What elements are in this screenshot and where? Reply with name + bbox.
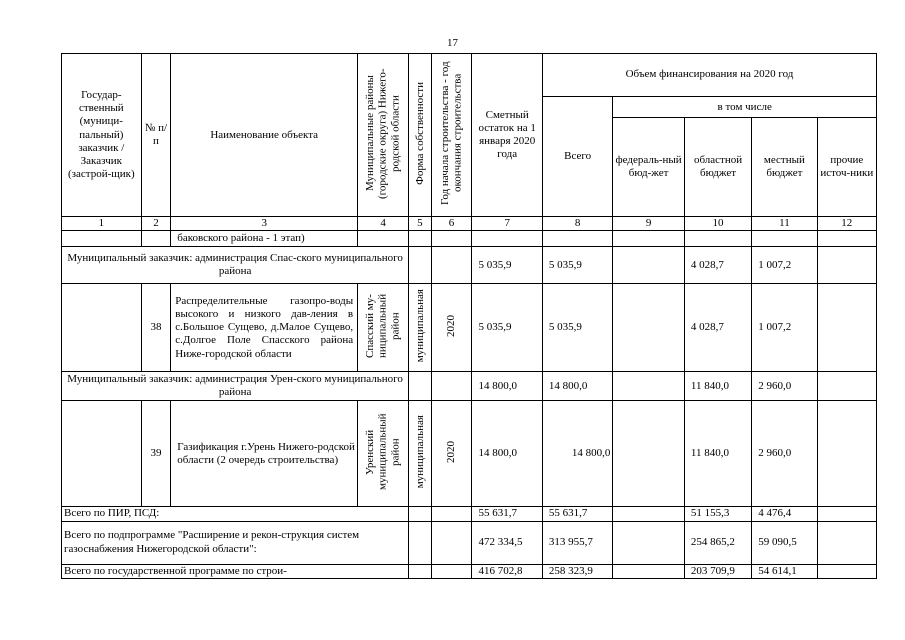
col-districts-header: Муниципальные районы (городские округа) Нижего-родской области — [358, 54, 409, 217]
continuation-text: баковского района - 1 этап) — [171, 231, 358, 247]
col-number: 12 — [817, 217, 876, 231]
local-cell: 2 960,0 — [752, 401, 817, 507]
col-funding-header: Объем финансирования на 2020 год — [542, 54, 876, 97]
page-number: 17 — [447, 37, 458, 49]
total-row-subprogram — [62, 521, 877, 564]
group-title: Муниципальный заказчик: администрация Спас-ского муниципального района — [62, 247, 409, 284]
federal-cell — [613, 564, 684, 578]
item-years: 2020 — [431, 401, 472, 507]
col-customer-header: Государ-ственный (муници-пальный) заказчик / Заказчик (застрой-щик) — [62, 54, 142, 217]
item-number: 39 — [141, 401, 171, 507]
item-district: Уренский муниципальный район — [358, 401, 409, 507]
regional-cell: 51 155,3 — [684, 507, 751, 521]
federal-cell — [613, 401, 684, 507]
column-numbers-row — [62, 217, 877, 231]
other-cell — [817, 284, 876, 372]
balance-cell: 5 035,9 — [472, 284, 542, 372]
col-number: 10 — [684, 217, 751, 231]
col-local-header: местный бюджет — [752, 118, 817, 217]
balance-cell: 472 334,5 — [472, 521, 542, 564]
item-ownership: муниципальная — [409, 401, 431, 507]
total-cell: 258 323,9 — [542, 564, 612, 578]
federal-cell — [613, 507, 684, 521]
item-years: 2020 — [431, 284, 472, 372]
total-row-program — [62, 564, 877, 578]
federal-cell — [613, 284, 684, 372]
other-cell — [817, 564, 876, 578]
regional-cell: 4 028,7 — [684, 247, 751, 284]
col-balance-header: Сметный остаток на 1 января 2020 года — [472, 54, 542, 217]
col-number: 4 — [358, 217, 409, 231]
col-number: 6 — [431, 217, 472, 231]
balance-cell: 14 800,0 — [472, 401, 542, 507]
balance-cell: 14 800,0 — [472, 372, 542, 401]
col-name-header: Наименование объекта — [171, 54, 358, 217]
balance-cell: 5 035,9 — [472, 247, 542, 284]
total-cell: 14 800,0 — [542, 372, 612, 401]
total-row-pir — [62, 507, 877, 521]
total-cell: 313 955,7 — [542, 521, 612, 564]
col-federal-header: федераль-ный бюд-жет — [613, 118, 684, 217]
col-number: 2 — [141, 217, 171, 231]
regional-cell: 4 028,7 — [684, 284, 751, 372]
col-number: 3 — [171, 217, 358, 231]
col-ownership-header: Форма собственности — [409, 54, 431, 217]
col-number: 11 — [752, 217, 817, 231]
group-row-spassky — [62, 247, 877, 284]
col-other-header: прочие источ-ники — [817, 118, 876, 217]
local-cell: 1 007,2 — [752, 247, 817, 284]
other-cell — [817, 372, 876, 401]
other-cell — [817, 247, 876, 284]
other-cell — [817, 401, 876, 507]
item-district: Спасский му-ниципальный район — [358, 284, 409, 372]
col-no-header: № п/п — [141, 54, 171, 217]
continuation-row — [62, 231, 877, 247]
other-cell — [817, 507, 876, 521]
item-row-38 — [62, 284, 877, 372]
col-number: 9 — [613, 217, 684, 231]
local-cell: 59 090,5 — [752, 521, 817, 564]
regional-cell: 203 709,9 — [684, 564, 751, 578]
col-number: 7 — [472, 217, 542, 231]
col-total-header: Всего — [542, 97, 612, 217]
item-ownership: муниципальная — [409, 284, 431, 372]
col-including-header: в том числе — [613, 97, 877, 118]
regional-cell: 11 840,0 — [684, 372, 751, 401]
total-label: Всего по государственной программе по строи- — [62, 564, 409, 578]
regional-cell: 254 865,2 — [684, 521, 751, 564]
federal-cell — [613, 372, 684, 401]
total-label: Всего по подпрограмме "Расширение и рекон-струкция систем газоснабжения Нижегородской области": — [62, 521, 409, 564]
total-cell: 55 631,7 — [542, 507, 612, 521]
local-cell: 2 960,0 — [752, 372, 817, 401]
col-regional-header: областной бюджет — [684, 118, 751, 217]
local-cell: 1 007,2 — [752, 284, 817, 372]
col-number: 5 — [409, 217, 431, 231]
local-cell: 4 476,4 — [752, 507, 817, 521]
item-row-39 — [62, 401, 877, 507]
total-label: Всего по ПИР, ПСД: — [62, 507, 409, 521]
col-number: 1 — [62, 217, 142, 231]
local-cell: 54 614,1 — [752, 564, 817, 578]
item-name: Газификация г.Урень Нижего-родской области (2 очередь строительства) — [171, 401, 358, 507]
regional-cell: 11 840,0 — [684, 401, 751, 507]
federal-cell — [613, 521, 684, 564]
federal-cell — [613, 247, 684, 284]
group-row-urensky — [62, 372, 877, 401]
total-cell: 5 035,9 — [542, 247, 612, 284]
item-number: 38 — [141, 284, 171, 372]
header-row-1 — [62, 54, 877, 97]
col-years-header: Год начала строительства - год окончания строительства — [431, 54, 472, 217]
group-title: Муниципальный заказчик: администрация Урен-ского муниципального района — [62, 372, 409, 401]
total-cell: 14 800,0 — [542, 401, 612, 507]
item-name: Распределительные газопро-воды высокого и низкого дав-ления в с.Большое Сущево, д.Малое Сущево, с.Долгое Поле Спасского района Ниже-городской области — [171, 284, 358, 372]
balance-cell: 55 631,7 — [472, 507, 542, 521]
other-cell — [817, 521, 876, 564]
balance-cell: 416 702,8 — [472, 564, 542, 578]
financing-table — [61, 53, 877, 579]
total-cell: 5 035,9 — [542, 284, 612, 372]
col-number: 8 — [542, 217, 612, 231]
